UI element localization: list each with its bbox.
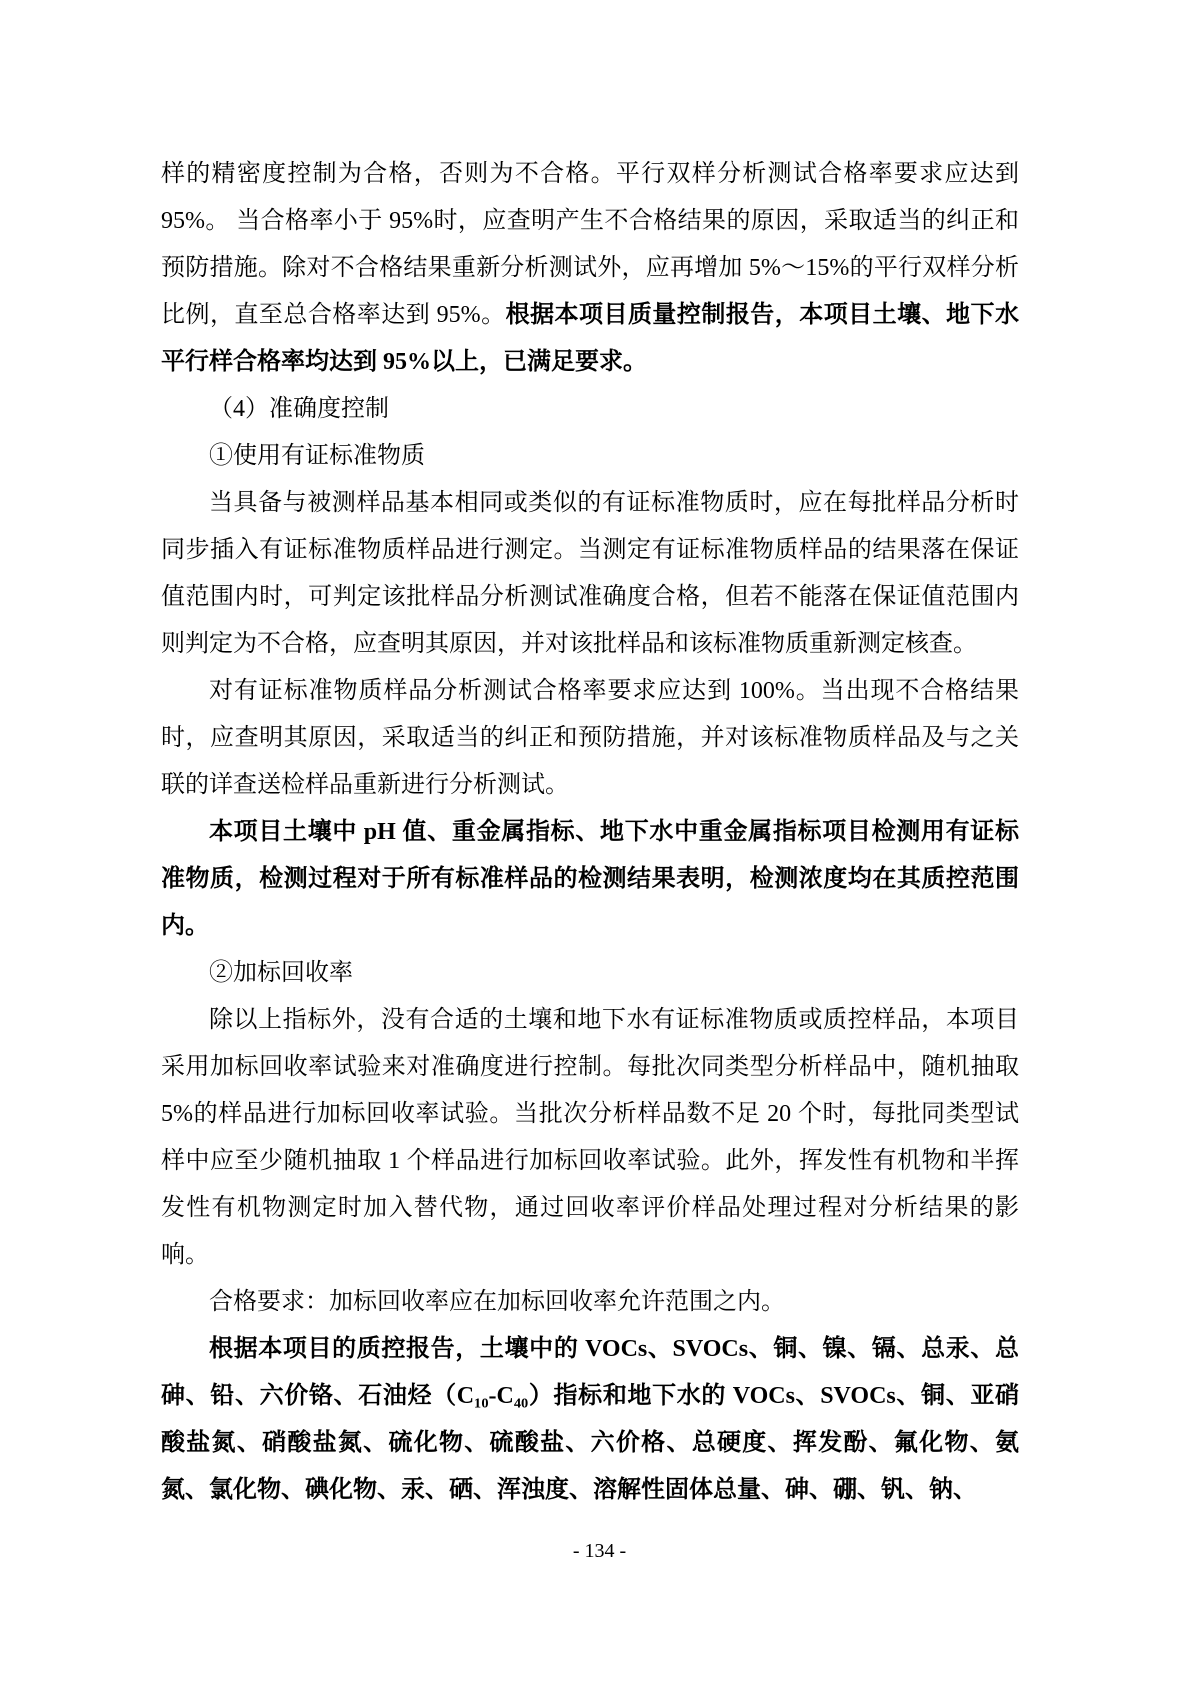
body-text-run-bold: 本项目土壤中 pH 值、重金属指标、地下水中重金属指标项目检测用有证标准物质，检测过程对于所有标准样品的检测结果表明，检测浓度均在其质控范围内。: [161, 819, 1019, 939]
heading-text: （4）准确度控制: [209, 396, 389, 422]
body-text-run: 当具备与被测样品基本相同或类似的有证标准物质时，应在每批样品分析时同步插入有证标准物质样品进行测定。当测定有证标准物质样品的结果落在保证值范围内时，可判定该批样品分析测试准确度合格，但若不能落在保证值范围内则判定为不合格，应查明其原因，并对该批样品和该标准物质重新测定核查。: [161, 490, 1019, 657]
page-body: [161, 151, 1019, 1514]
subheading-text: ②加标回收率: [209, 960, 353, 986]
paragraph-crm-pass-rate: [161, 668, 1019, 809]
paragraph-crm-project-result: [161, 809, 1019, 950]
paragraph-qc-report-result: [161, 1326, 1019, 1514]
body-text-run-bold: 根据本项目的质控报告，土壤中的 VOCs、SVOCs、铜、镍、镉、总汞、总砷、铅、六价铬、石油烃（C₁₀-C₄₀）指标和地下水的 VOCs、SVOCs、铜、亚硝酸盐氮、硝酸盐氮、硫化物、硫酸盐、六价格、总硬度、挥发酚、氟化物、氨氮、氯化物、碘化物、汞、硒、浑浊度、溶解性固体总量、砷、硼、钒、钠、: [161, 1336, 1019, 1503]
paragraph-spike-recovery-procedure: [161, 997, 1019, 1279]
heading-accuracy-control: [161, 386, 1019, 433]
subheading-certified-reference-material: [161, 433, 1019, 480]
page-number: - 134 -: [572, 1540, 627, 1562]
body-text-run: 合格要求：加标回收率应在加标回收率允许范围之内。: [209, 1289, 785, 1315]
paragraph-acceptance-requirement: [161, 1279, 1019, 1326]
body-text-run: 对有证标准物质样品分析测试合格率要求应达到 100%。当出现不合格结果时，应查明其原因，采取适当的纠正和预防措施，并对该标准物质样品及与之关联的详查送检样品重新进行分析测试。: [161, 678, 1019, 798]
body-text-run-bold: 根据本项目质量控制报告，本项目土壤、地下水平行样合格率均达到 95%以上，已满足要求。: [161, 302, 1020, 375]
subheading-text: ①使用有证标准物质: [209, 443, 425, 469]
paragraph-crm-procedure: [161, 480, 1019, 668]
subheading-spike-recovery: [161, 950, 1019, 997]
body-text-run: 除以上指标外，没有合适的土壤和地下水有证标准物质或质控样品，本项目采用加标回收率试验来对准确度进行控制。每批次同类型分析样品中，随机抽取 5%的样品进行加标回收率试验。当批次分析样品数不足 20 个时，每批同类型试样中应至少随机抽取 1 个样品进行加标回收率试验。此外，挥发性有机物和半挥发性有机物测定时加入替代物，通过回收率评价样品处理过程对分析结果的影响。: [161, 1007, 1019, 1268]
paragraph-continuation: [161, 151, 1019, 386]
body-text-run: 样的精密度控制为合格，否则为不合格。平行双样分析测试合格率要求应达到 95%。 当合格率小于 95%时，应查明产生不合格结果的原因，采取适当的纠正和预防措施。除对不合格结果重新分析测试外，应再增加 5%～15%的平行双样分析比例，直至总合格率达到 95%。: [161, 161, 1019, 328]
